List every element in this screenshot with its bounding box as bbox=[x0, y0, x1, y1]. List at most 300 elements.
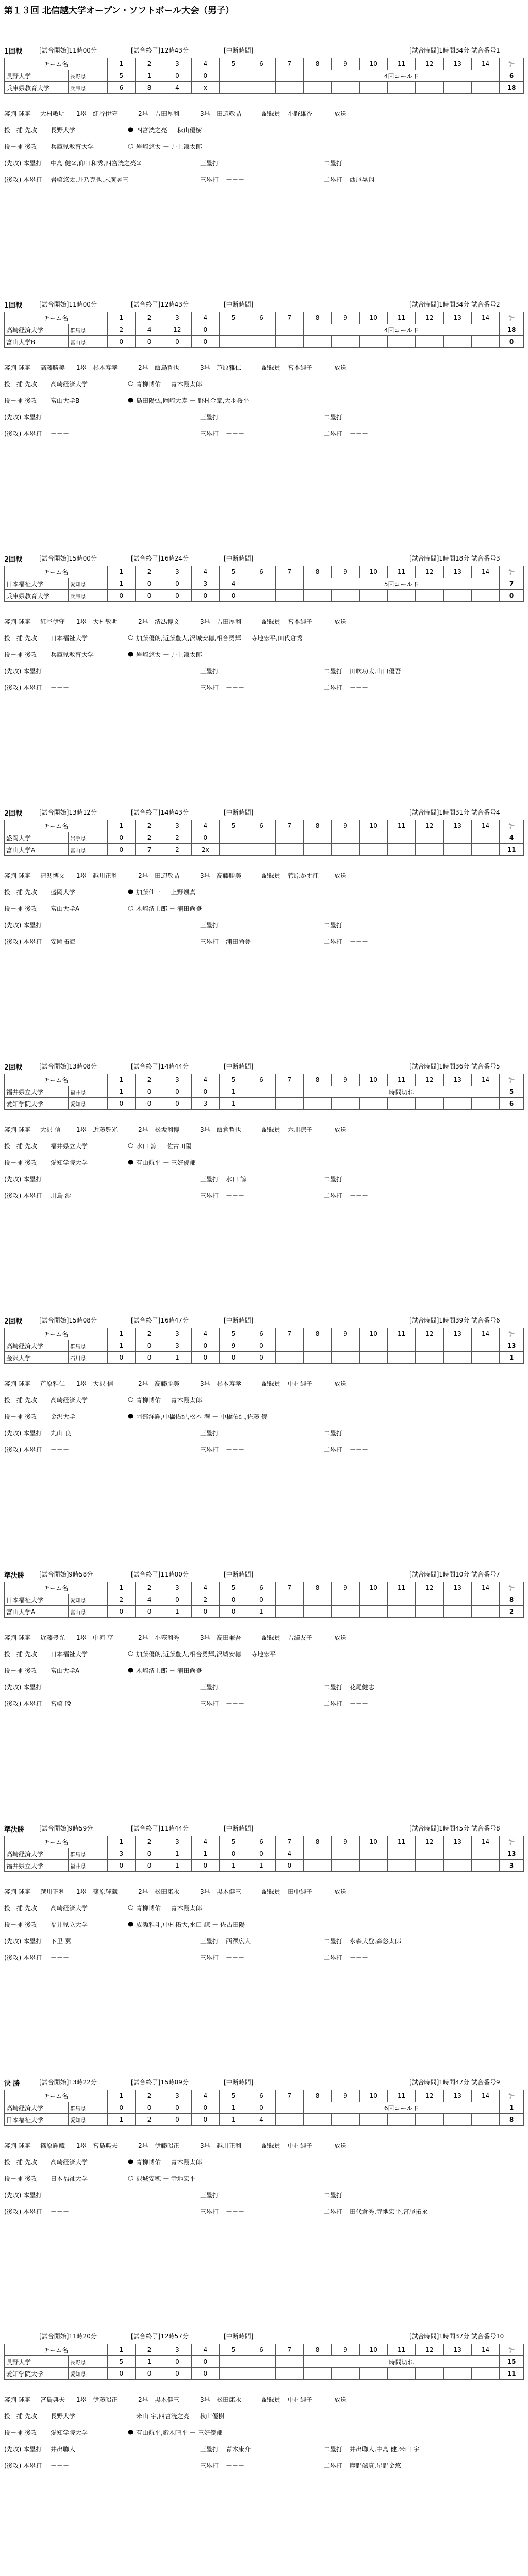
umpire-line bbox=[4, 1375, 524, 1392]
doubles: －－－ bbox=[350, 160, 369, 167]
inning-score bbox=[359, 1594, 387, 1606]
team-total: 0 bbox=[500, 336, 524, 348]
inning-header: 2 bbox=[135, 1836, 163, 1848]
battery-label: 投－捕 後攻 bbox=[4, 1667, 37, 1674]
inning-score: 0 bbox=[135, 1352, 163, 1364]
home-runs: －－－ bbox=[51, 1446, 70, 1453]
home-runs: －－－ bbox=[51, 684, 70, 691]
broadcast-label: 放送 bbox=[334, 1634, 347, 1641]
inning-score bbox=[416, 2114, 443, 2126]
team-total: 7 bbox=[500, 578, 524, 590]
umpire-third-label: 3塁 bbox=[200, 110, 210, 117]
game-note: 4回コールド bbox=[303, 324, 499, 336]
double-label: 二塁打 bbox=[324, 668, 343, 675]
inning-header: 1 bbox=[107, 566, 135, 578]
inning-score bbox=[416, 1606, 443, 1618]
battery-players: 四宮洸之亮 － 秋山優樹 bbox=[136, 127, 202, 134]
hits-line-b bbox=[4, 171, 524, 188]
triple-label: 三塁打 bbox=[200, 176, 219, 183]
umpire-second-label: 2塁 bbox=[138, 1634, 148, 1641]
start-time: [試合開始]11時00分 bbox=[39, 47, 97, 54]
triple-label: 三塁打 bbox=[200, 2208, 219, 2215]
inning-score: 3 bbox=[107, 1848, 135, 1860]
double-label: 二塁打 bbox=[324, 2446, 343, 2453]
umpire-first: 近藤豊光 bbox=[93, 1126, 118, 1133]
inning-header: 3 bbox=[163, 2090, 191, 2102]
inning-header: 6 bbox=[248, 2090, 275, 2102]
doubles: 井出聯人,中島 健,米山 宇 bbox=[350, 2446, 420, 2453]
battery-label: 投－捕 先攻 bbox=[4, 635, 37, 642]
inning-header: 4 bbox=[191, 1074, 219, 1086]
triples: －－－ bbox=[226, 1430, 245, 1437]
game-number: 試合番号5 bbox=[471, 1063, 500, 1070]
inning-score bbox=[416, 1860, 443, 1872]
inning-score: 2x bbox=[191, 844, 219, 856]
inning-score: 0 bbox=[107, 832, 135, 844]
team-name: 兵庫県教育大学 bbox=[5, 82, 69, 94]
umpire-plate: 大村敏明 bbox=[40, 110, 65, 117]
team-name: 日本福祉大学 bbox=[5, 1594, 69, 1606]
start-time: [試合開始]11時00分 bbox=[39, 301, 97, 308]
umpire-second-label: 2塁 bbox=[138, 364, 148, 371]
inning-score: 1 bbox=[107, 1086, 135, 1098]
umpire-first: 大村敏明 bbox=[93, 618, 118, 625]
team-row bbox=[5, 1594, 524, 1606]
battery-label: 投－捕 後攻 bbox=[4, 143, 37, 150]
score-table bbox=[4, 312, 524, 348]
inning-score: 0 bbox=[248, 1352, 275, 1364]
inning-score bbox=[359, 2368, 387, 2380]
umpire-third-label: 3塁 bbox=[200, 872, 210, 879]
team-pref: 愛知県 bbox=[69, 2368, 107, 2380]
inning-score: 1 bbox=[163, 1352, 191, 1364]
umpire-first: 伊藤昭正 bbox=[93, 2396, 118, 2403]
umpire-label: 審判 球審 bbox=[4, 1888, 31, 1895]
inning-score bbox=[387, 1860, 415, 1872]
inning-score bbox=[332, 2368, 359, 2380]
inning-header: 8 bbox=[303, 566, 331, 578]
inning-score: 0 bbox=[191, 590, 219, 602]
triples: －－－ bbox=[226, 176, 245, 183]
team-header: チーム名 bbox=[5, 820, 108, 832]
umpire-first-label: 1塁 bbox=[76, 1888, 87, 1895]
score-table bbox=[4, 58, 524, 94]
doubles: －－－ bbox=[350, 1176, 369, 1183]
start-time: [試合開始]15時00分 bbox=[39, 555, 97, 562]
battery-line-2 bbox=[4, 646, 524, 663]
inning-score bbox=[248, 336, 275, 348]
inning-score: 0 bbox=[107, 1860, 135, 1872]
battery-team: 福井県立大学 bbox=[51, 1143, 88, 1150]
result-mark: ○ bbox=[128, 634, 134, 641]
battery-team: 富山大学A bbox=[51, 905, 80, 912]
inning-header: 6 bbox=[248, 312, 275, 324]
inning-score bbox=[332, 82, 359, 94]
inning-score bbox=[443, 336, 471, 348]
battery-label: 投－捕 後攻 bbox=[4, 1921, 37, 1928]
inning-header: 10 bbox=[359, 2344, 387, 2356]
inning-score bbox=[219, 336, 247, 348]
inning-score: 0 bbox=[135, 1848, 163, 1860]
battery-label: 投－捕 後攻 bbox=[4, 397, 37, 404]
break-time: [中断時間] bbox=[224, 2333, 254, 2340]
side-label: (後攻) 本塁打 bbox=[4, 176, 42, 183]
inning-score bbox=[416, 1352, 443, 1364]
team-total: 4 bbox=[500, 832, 524, 844]
inning-header: 7 bbox=[275, 2090, 303, 2102]
battery-line-2 bbox=[4, 2424, 524, 2441]
umpire-second-label: 2塁 bbox=[138, 2396, 148, 2403]
broadcast-label: 放送 bbox=[334, 2142, 347, 2149]
doubles: －－－ bbox=[350, 1192, 369, 1199]
result-mark: ● bbox=[128, 1412, 134, 1419]
team-total: 1 bbox=[500, 1352, 524, 1364]
battery-line-2 bbox=[4, 138, 524, 155]
battery-line-1 bbox=[4, 884, 524, 900]
hits-line-b bbox=[4, 1441, 524, 1458]
umpire-second: 田辺敬晶 bbox=[155, 872, 180, 879]
umpire-second-label: 2塁 bbox=[138, 1380, 148, 1387]
total-header: 計 bbox=[500, 1074, 524, 1086]
inning-score: 4 bbox=[219, 578, 247, 590]
double-label: 二塁打 bbox=[324, 160, 343, 167]
inning-score bbox=[471, 1606, 499, 1618]
end-time: [試合終了]15時09分 bbox=[131, 2079, 189, 2086]
umpire-plate: 清馮博文 bbox=[40, 872, 65, 879]
triple-label: 三塁打 bbox=[200, 1430, 219, 1437]
end-time: [試合終了]16時47分 bbox=[131, 1317, 189, 1324]
inning-header: 6 bbox=[248, 58, 275, 70]
inning-score bbox=[275, 844, 303, 856]
double-label: 二塁打 bbox=[324, 2208, 343, 2215]
round-label: 1回戦 bbox=[4, 302, 23, 310]
recorder-label: 記録員 bbox=[262, 364, 281, 371]
broadcast-label: 放送 bbox=[334, 110, 347, 117]
umpire-label: 審判 球審 bbox=[4, 2142, 31, 2149]
inning-score bbox=[332, 2114, 359, 2126]
result-mark: ● bbox=[128, 2428, 134, 2435]
battery-players: 岩崎悠太 － 井上凜太郎 bbox=[136, 143, 202, 150]
inning-header: 9 bbox=[332, 820, 359, 832]
total-header: 計 bbox=[500, 1328, 524, 1340]
inning-score bbox=[275, 2114, 303, 2126]
score-header-row bbox=[5, 820, 524, 832]
battery-line-2 bbox=[4, 1916, 524, 1933]
inning-score bbox=[219, 2356, 247, 2368]
team-name: 日本福祉大学 bbox=[5, 578, 69, 590]
umpire-second-label: 2塁 bbox=[138, 1126, 148, 1133]
inning-header: 3 bbox=[163, 820, 191, 832]
inning-header: 8 bbox=[303, 2090, 331, 2102]
inning-score bbox=[332, 844, 359, 856]
battery-players: 木崎清士郎 － 浦田尚登 bbox=[136, 905, 202, 912]
game-details bbox=[4, 1375, 524, 1458]
team-total: 5 bbox=[500, 1086, 524, 1098]
inning-header: 8 bbox=[303, 1836, 331, 1848]
result-mark: ○ bbox=[128, 142, 134, 149]
triple-label: 三塁打 bbox=[200, 160, 219, 167]
umpire-label: 審判 球審 bbox=[4, 110, 31, 117]
double-label: 二塁打 bbox=[324, 938, 343, 945]
inning-score: 0 bbox=[163, 2102, 191, 2114]
inning-score: 0 bbox=[163, 1098, 191, 1110]
umpire-third-label: 3塁 bbox=[200, 1634, 210, 1641]
team-header: チーム名 bbox=[5, 58, 108, 70]
inning-score: 2 bbox=[107, 1594, 135, 1606]
team-total: 15 bbox=[500, 2356, 524, 2368]
game-block bbox=[0, 283, 528, 537]
inning-score: 1 bbox=[219, 1098, 247, 1110]
inning-header: 11 bbox=[387, 820, 415, 832]
umpire-third-label: 3塁 bbox=[200, 364, 210, 371]
inning-score bbox=[359, 82, 387, 94]
inning-score: 1 bbox=[107, 2114, 135, 2126]
game-header bbox=[2, 1060, 526, 1072]
inning-header: 7 bbox=[275, 312, 303, 324]
inning-score: 1 bbox=[219, 2114, 247, 2126]
umpire-first-label: 1塁 bbox=[76, 1634, 87, 1641]
game-number: 試合番号6 bbox=[471, 1317, 500, 1324]
umpire-plate: 紅谷伊守 bbox=[40, 618, 65, 625]
total-header: 計 bbox=[500, 58, 524, 70]
game-block bbox=[0, 791, 528, 1045]
team-row bbox=[5, 590, 524, 602]
game-details bbox=[4, 613, 524, 696]
inning-header: 11 bbox=[387, 1074, 415, 1086]
inning-score bbox=[275, 1086, 303, 1098]
umpire-third: 黒木健三 bbox=[217, 1888, 242, 1895]
inning-score: 0 bbox=[135, 336, 163, 348]
umpire-plate: 大沢 信 bbox=[40, 1126, 61, 1133]
team-total: 8 bbox=[500, 1594, 524, 1606]
game-number: 試合番号10 bbox=[471, 2333, 504, 2340]
inning-header: 8 bbox=[303, 1074, 331, 1086]
result-mark: ● bbox=[128, 396, 134, 403]
inning-header: 5 bbox=[219, 820, 247, 832]
home-runs: －－－ bbox=[51, 430, 70, 437]
inning-score bbox=[275, 2368, 303, 2380]
battery-line-2 bbox=[4, 392, 524, 409]
inning-score bbox=[471, 2368, 499, 2380]
inning-header: 9 bbox=[332, 1836, 359, 1848]
inning-score bbox=[303, 2368, 331, 2380]
battery-players: 成瀬雅斗,中村拓大,水口 諒 － 佐古田陽 bbox=[136, 1921, 245, 1928]
inning-score bbox=[332, 1594, 359, 1606]
inning-score bbox=[248, 2368, 275, 2380]
inning-header: 10 bbox=[359, 566, 387, 578]
result-mark: ● bbox=[128, 650, 134, 657]
inning-score bbox=[416, 1340, 443, 1352]
inning-header: 3 bbox=[163, 1582, 191, 1594]
inning-score bbox=[303, 336, 331, 348]
inning-score bbox=[387, 2368, 415, 2380]
inning-header: 5 bbox=[219, 1328, 247, 1340]
umpire-line bbox=[4, 1883, 524, 1900]
umpire-first-label: 1塁 bbox=[76, 2142, 87, 2149]
inning-score: 0 bbox=[107, 844, 135, 856]
break-time: [中断時間] bbox=[224, 1571, 254, 1578]
battery-team: 愛知学院大学 bbox=[51, 2429, 88, 2436]
inning-header: 1 bbox=[107, 1328, 135, 1340]
page-title: 第１３回 北信越大学オープン・ソフトボール大会（男子） bbox=[4, 6, 235, 16]
hits-line-b bbox=[4, 2457, 524, 2473]
inning-score: 0 bbox=[163, 70, 191, 82]
inning-score: 0 bbox=[135, 2102, 163, 2114]
inning-score: 0 bbox=[163, 2114, 191, 2126]
umpire-first: 篠原輝藏 bbox=[93, 1888, 118, 1895]
inning-header: 9 bbox=[332, 1328, 359, 1340]
umpire-label: 審判 球審 bbox=[4, 1380, 31, 1387]
inning-header: 12 bbox=[416, 312, 443, 324]
inning-header: 4 bbox=[191, 566, 219, 578]
hits-line-a bbox=[4, 409, 524, 425]
inning-score bbox=[275, 82, 303, 94]
broadcast-label: 放送 bbox=[334, 872, 347, 879]
home-runs: 丸山 良 bbox=[51, 1430, 71, 1437]
score-table bbox=[4, 1836, 524, 1872]
inning-score: 0 bbox=[163, 578, 191, 590]
home-runs: 川島 渉 bbox=[51, 1192, 71, 1199]
battery-players: 有山航平 － 三好優郁 bbox=[136, 1159, 196, 1166]
side-label: (後攻) 本塁打 bbox=[4, 938, 42, 945]
inning-score bbox=[443, 844, 471, 856]
hits-line-a bbox=[4, 917, 524, 933]
triple-label: 三塁打 bbox=[200, 1938, 219, 1945]
triples: 青木康介 bbox=[226, 2446, 251, 2453]
umpire-plate: 高藤勝美 bbox=[40, 364, 65, 371]
inning-score bbox=[332, 590, 359, 602]
inning-score: 1 bbox=[248, 1860, 275, 1872]
team-header: チーム名 bbox=[5, 1328, 108, 1340]
game-header bbox=[2, 298, 526, 310]
team-name: 兵庫県教育大学 bbox=[5, 590, 69, 602]
inning-score bbox=[359, 1848, 387, 1860]
umpire-first: 紅谷伊守 bbox=[93, 110, 118, 117]
inning-score bbox=[359, 1606, 387, 1618]
score-header-row bbox=[5, 58, 524, 70]
battery-players: 青柳博佑 － 青木翔太郎 bbox=[136, 2159, 202, 2166]
recorder-name: 吉澤友子 bbox=[288, 1634, 313, 1641]
inning-score: 0 bbox=[135, 578, 163, 590]
inning-header: 5 bbox=[219, 58, 247, 70]
doubles: －－－ bbox=[350, 1954, 369, 1961]
umpire-first-label: 1塁 bbox=[76, 618, 87, 625]
inning-header: 14 bbox=[471, 2344, 499, 2356]
inning-header: 6 bbox=[248, 2344, 275, 2356]
inning-header: 6 bbox=[248, 1836, 275, 1848]
inning-header: 14 bbox=[471, 312, 499, 324]
inning-score bbox=[443, 1848, 471, 1860]
inning-header: 9 bbox=[332, 58, 359, 70]
end-time: [試合終了]14時43分 bbox=[131, 809, 189, 816]
inning-header: 6 bbox=[248, 1582, 275, 1594]
inning-score bbox=[416, 1848, 443, 1860]
team-row bbox=[5, 2356, 524, 2368]
score-header-row bbox=[5, 1582, 524, 1594]
umpire-line bbox=[4, 1629, 524, 1646]
game-header bbox=[2, 1568, 526, 1580]
battery-team: 愛知学院大学 bbox=[51, 1159, 88, 1166]
game-block bbox=[0, 1553, 528, 1807]
inning-score bbox=[416, 844, 443, 856]
umpire-third-label: 3塁 bbox=[200, 1126, 210, 1133]
inning-header: 2 bbox=[135, 312, 163, 324]
double-label: 二塁打 bbox=[324, 430, 343, 437]
umpire-third: 田辺敬晶 bbox=[217, 110, 242, 117]
inning-score bbox=[332, 1860, 359, 1872]
start-time: [試合開始]9時59分 bbox=[39, 1825, 93, 1832]
battery-players: 木崎清士郎 － 浦田尚登 bbox=[136, 1667, 202, 1674]
inning-score: 0 bbox=[107, 1606, 135, 1618]
side-label: (先攻) 本塁打 bbox=[4, 1938, 42, 1945]
team-row bbox=[5, 1086, 524, 1098]
recorder-name: 小野雄香 bbox=[288, 110, 313, 117]
doubles: －－－ bbox=[350, 1700, 369, 1707]
inning-header: 14 bbox=[471, 58, 499, 70]
game-note: 5回コールド bbox=[303, 578, 499, 590]
inning-header: 4 bbox=[191, 1836, 219, 1848]
inning-score: 6 bbox=[107, 82, 135, 94]
inning-score bbox=[332, 1606, 359, 1618]
team-row bbox=[5, 844, 524, 856]
side-label: (先攻) 本塁打 bbox=[4, 668, 42, 675]
doubles: 花尾健志 bbox=[350, 1684, 375, 1691]
umpire-line bbox=[4, 2137, 524, 2154]
inning-score bbox=[332, 1352, 359, 1364]
inning-header: 12 bbox=[416, 2344, 443, 2356]
battery-team: 金沢大学 bbox=[51, 1413, 76, 1420]
battery-players: 阿部洋輝,中橋佑紀,松本 淘 － 中橋佑紀,佐藤 優 bbox=[136, 1413, 268, 1420]
inning-score bbox=[275, 324, 303, 336]
inning-header: 10 bbox=[359, 1328, 387, 1340]
inning-score bbox=[471, 1594, 499, 1606]
side-label: (先攻) 本塁打 bbox=[4, 2192, 42, 2199]
inning-score: 4 bbox=[275, 1848, 303, 1860]
score-header-row bbox=[5, 2090, 524, 2102]
inning-header: 3 bbox=[163, 312, 191, 324]
inning-score: 0 bbox=[107, 2368, 135, 2380]
inning-header: 2 bbox=[135, 1328, 163, 1340]
inning-header: 7 bbox=[275, 1074, 303, 1086]
total-time: [試合時間]1時間10分 bbox=[409, 1571, 470, 1578]
inning-score: 0 bbox=[191, 336, 219, 348]
inning-score bbox=[387, 1352, 415, 1364]
inning-score: 2 bbox=[163, 844, 191, 856]
inning-header: 13 bbox=[443, 820, 471, 832]
inning-score bbox=[443, 1098, 471, 1110]
umpire-third: 杉本寿孝 bbox=[217, 1380, 242, 1387]
inning-score: 0 bbox=[219, 1594, 247, 1606]
battery-team: 兵庫県教育大学 bbox=[51, 143, 94, 150]
hits-line-a bbox=[4, 155, 524, 171]
inning-header: 11 bbox=[387, 58, 415, 70]
inning-score: 0 bbox=[219, 1606, 247, 1618]
game-number: 試合番号3 bbox=[471, 555, 500, 562]
start-time: [試合開始]13時22分 bbox=[39, 2079, 97, 2086]
battery-players: 岩崎悠太 － 井上凜太郎 bbox=[136, 651, 202, 658]
result-mark: ● bbox=[128, 1920, 134, 1927]
umpire-first: 杉本寿孝 bbox=[93, 364, 118, 371]
score-table bbox=[4, 1582, 524, 1618]
team-header: チーム名 bbox=[5, 566, 108, 578]
inning-score: 0 bbox=[163, 2356, 191, 2368]
inning-score: 0 bbox=[248, 2102, 275, 2114]
inning-score bbox=[471, 1352, 499, 1364]
umpire-second: 飯島哲也 bbox=[155, 364, 180, 371]
home-runs: －－－ bbox=[51, 668, 70, 675]
inning-score bbox=[359, 1860, 387, 1872]
team-row bbox=[5, 2368, 524, 2380]
